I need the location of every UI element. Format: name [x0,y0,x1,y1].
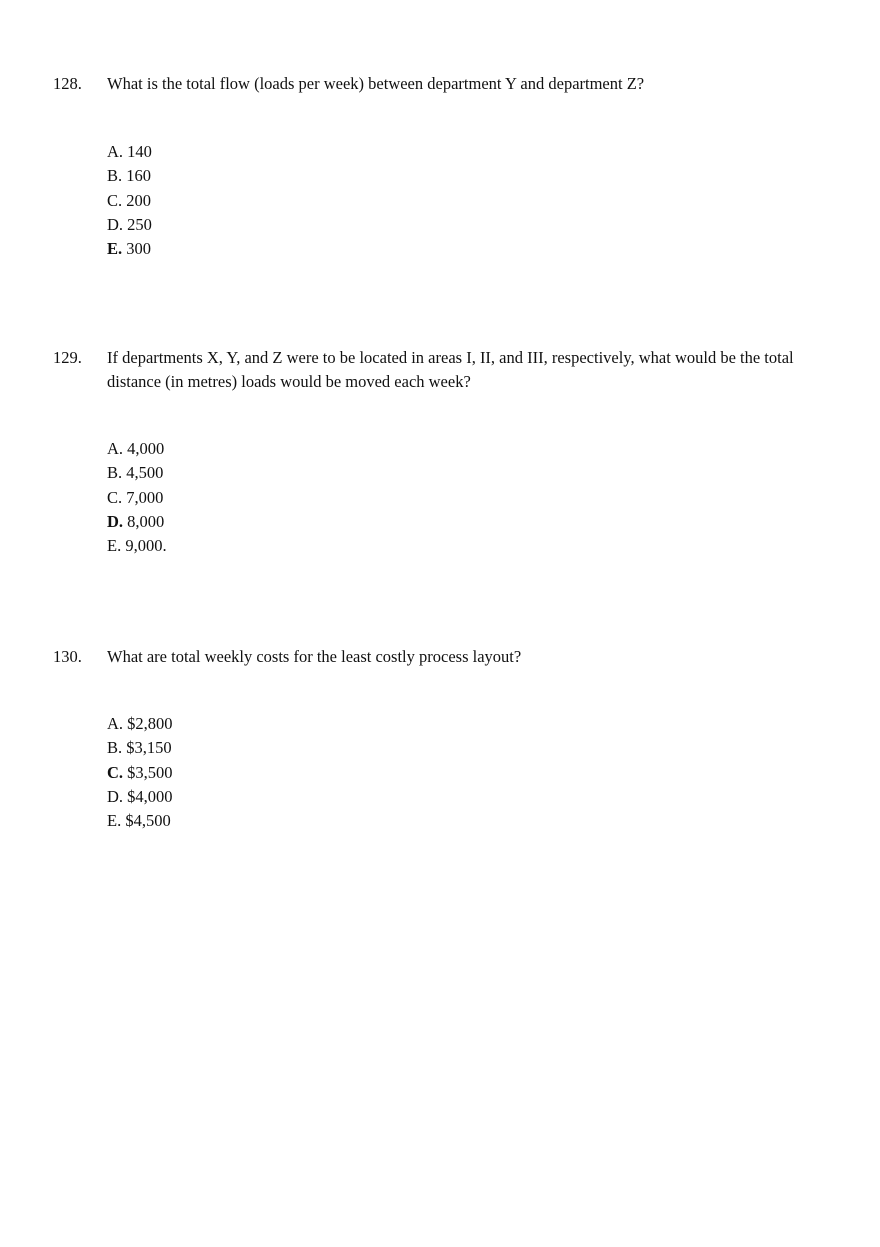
answer-option-e [107,809,173,833]
answer-option-b [107,461,167,485]
answer-option-d [107,213,152,237]
option-letter: E. [107,811,122,831]
option-text: $3,500 [127,762,173,782]
option-letter: A. [107,142,124,161]
option-letter: B. [107,463,123,483]
answer-option-c [107,486,167,510]
option-text: 300 [126,239,152,259]
answer-option-e [107,237,152,261]
question-stem [53,645,843,669]
answer-option-c [107,761,173,785]
question-text: What are total weekly costs for the least costly process layout? [107,647,522,666]
option-text: $3,150 [126,738,172,758]
question-128 [53,72,843,259]
option-text: 4,000 [127,439,165,458]
option-text: 160 [126,166,152,186]
option-text: 9,000. [125,536,167,556]
option-letter: D. [107,786,124,806]
option-letter: D. [107,214,124,234]
answer-option-b [107,164,152,188]
option-text: $4,500 [125,811,171,831]
answer-options [107,437,167,558]
option-letter: C. [107,487,123,507]
answer-option-a [107,140,152,164]
question-text: If departments X, Y, and Z were to be located in areas I, II, and III, respectively, what would be the total distance (in metres) loads would be moved each week? [107,348,794,391]
option-text: 4,500 [126,463,164,483]
question-stem [53,346,843,394]
option-text: $2,800 [127,714,173,733]
answer-options [107,140,152,261]
option-letter: D. [107,511,124,531]
option-text: 7,000 [126,487,164,507]
option-text: 250 [127,214,152,234]
option-letter: B. [107,166,123,186]
question-number: 128. [53,74,82,93]
question-text: What is the total flow (loads per week) between department Y and department Z? [107,74,645,93]
answer-option-a [107,437,167,461]
answer-option-e [107,534,167,558]
question-129 [53,346,843,556]
option-letter: C. [107,762,124,782]
question-number: 130. [53,647,82,666]
answer-option-d [107,785,173,809]
option-text: 200 [126,190,152,210]
question-stem [53,72,843,96]
option-letter: A. [107,439,124,458]
answer-option-c [107,189,152,213]
option-text: $4,000 [127,786,173,806]
answer-option-d [107,510,167,534]
question-130 [53,645,843,831]
option-letter: E. [107,536,122,556]
option-text: 140 [127,142,152,161]
answer-option-b [107,736,173,760]
option-letter: C. [107,190,123,210]
option-letter: A. [107,714,124,733]
option-letter: E. [107,239,123,259]
answer-option-a [107,712,173,736]
answer-options [107,712,173,833]
question-number: 129. [53,348,82,367]
option-text: 8,000 [127,511,165,531]
option-letter: B. [107,738,123,758]
